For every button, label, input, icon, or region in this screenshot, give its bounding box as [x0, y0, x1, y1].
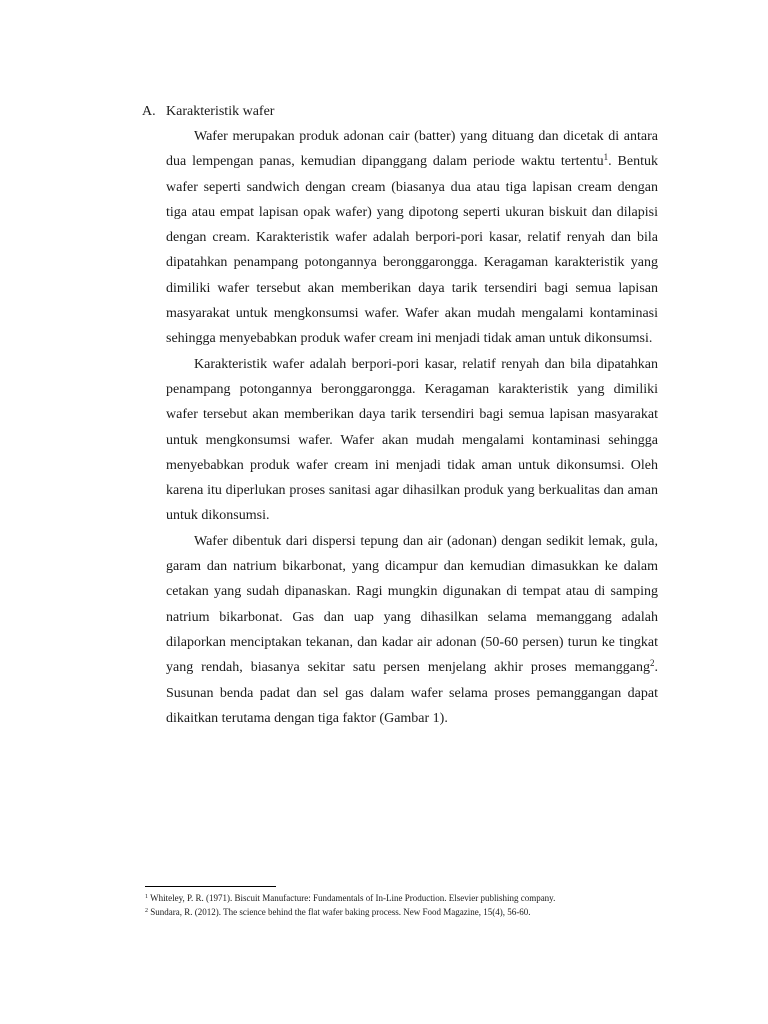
body-text	[166, 124, 658, 731]
section-heading	[142, 101, 274, 123]
section-number: A.	[142, 104, 156, 119]
paragraph-2: Karakteristik wafer adalah berpori-pori kasar, relatif renyah dan bila dipatahkan penampang potongannya beronggarongga. Keragaman karakteristik yang dimiliki wafer tersebut akan memberikan daya tarik tersendiri bagi semua lapisan masyarakat untuk mengkonsumsi wafer. Wafer akan mudah mengalami kontaminasi sehingga menyebabkan produk wafer cream ini menjadi tidak aman untuk dikonsumsi. Oleh karena itu diperlukan proses sanitasi agar dihasilkan produk yang berkualitas dan aman untuk dikonsumsi.	[166, 356, 658, 524]
section-title: Karakteristik wafer	[166, 104, 275, 119]
footnote-mark-1: 1	[145, 894, 148, 900]
footnote-separator	[145, 886, 276, 887]
paragraph-1-text-b: . Bentuk wafer seperti sandwich dengan cream (biasanya dua atau tiga lapisan cream dengan tiga atau empat lapisan opak wafer) yang dipotong seperti ukuran biskuit dan dilapisi dengan cream. Karakteristik wafer adalah berpori-pori kasar, relatif renyah dan bila dipatahkan penampang potongannya beronggarongga. Keragaman karakteristik yang dimiliki wafer tersebut akan memberikan daya tarik tersendiri bagi semua lapisan masyarakat untuk mengkonsumsi wafer. Wafer akan mudah mengalami kontaminasi sehingga menyebabkan produk wafer cream ini menjadi tidak aman untuk dikonsumsi.	[166, 154, 658, 347]
footnote-ref-1[interactable]: 1	[603, 152, 609, 163]
footnotes	[145, 891, 665, 919]
paragraph-1	[166, 124, 658, 352]
paragraph-3	[166, 529, 658, 731]
footnote-text-1: Whiteley, P. R. (1971). Biscuit Manufacture: Fundamentals of In-Line Production. Elsevier publishing company.	[150, 893, 556, 903]
footnote-ref-2[interactable]: 2	[650, 658, 655, 669]
paragraph-1-text-a: Wafer merupakan produk adonan cair (batter) yang dituang dan dicetak di antara dua lempengan panas, kemudian dipanggang dalam periode waktu tertentu	[166, 129, 658, 170]
footnote-text-2: Sundara, R. (2012). The science behind the flat wafer baking process. New Food Magazine, 15(4), 56-60.	[150, 907, 531, 917]
footnote-mark-2: 2	[145, 908, 148, 914]
footnote-1	[145, 891, 665, 905]
paragraph-3-text-b: . Susunan benda padat dan sel gas dalam wafer selama proses pemanggangan dapat dikaitkan terutama dengan tiga faktor (Gambar 1).	[166, 660, 658, 726]
footnote-2	[145, 905, 665, 919]
paragraph-3-text-a: Wafer dibentuk dari dispersi tepung dan air (adonan) dengan sedikit lemak, gula, garam dan natrium bikarbonat, yang dicampur dan kemudian dimasukkan ke dalam cetakan yang sudah dipanaskan. Ragi mungkin digunakan di tempat atau di samping natrium bikarbonat. Gas dan uap yang dihasilkan selama memanggang adalah dilaporkan menciptakan tekanan, dan kadar air adonan (50-60 persen) turun ke tingkat yang rendah, biasanya sekitar satu persen menjelang akhir proses memanggang	[166, 533, 658, 676]
